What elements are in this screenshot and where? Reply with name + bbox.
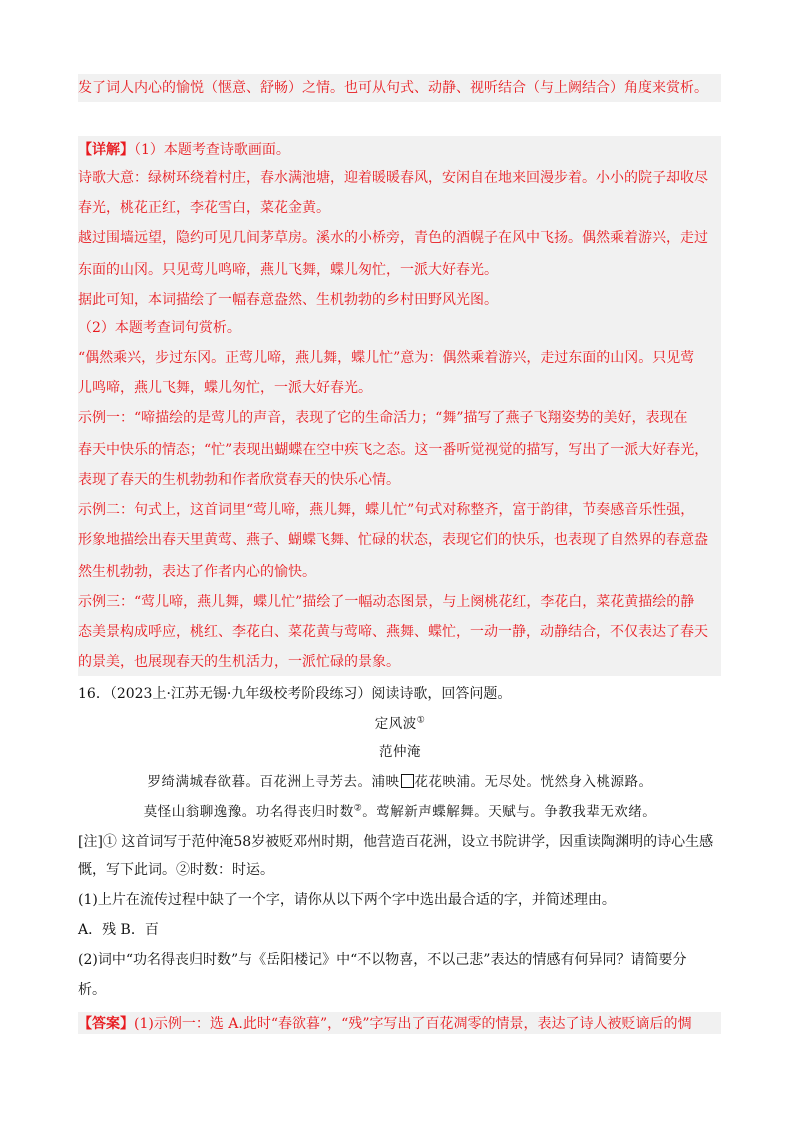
- commentary-line: 表现了春天的生机勃勃和作者欣赏春天的快乐心情。: [78, 472, 400, 488]
- answer-tag: 【答案】: [78, 1016, 134, 1032]
- commentary-line: 态美景构成呼应，桃红、李花白、菜花黄与莺啼、燕舞、蝶忙，一动一静，动静结合，不仅表达了春天: [78, 624, 708, 640]
- answer-text: (1)示例一：选 A.此时“春欲暮”，“残”字写出了百花凋零的情景，表达了诗人被贬谪后的惆: [134, 1016, 692, 1032]
- poem-title-text: 定风波: [374, 716, 417, 732]
- commentary-line: 春天中快乐的情态；“忙”表现出蝴蝶在空中疾飞之态。这一番听觉视觉的描写，写出了一派大好春光，: [78, 442, 709, 458]
- poem-line-2: [0, 802, 800, 822]
- commentary-line: 据此可知，本词描绘了一幅春意盎然、生机勃勃的乡村田野风光图。: [78, 292, 498, 308]
- commentary-line: “偶然乘兴，步过东冈。正莺儿啼，燕儿舞，蝶儿忙”意为：偶然乘着游兴，走过东面的山冈。只见莺: [78, 350, 695, 366]
- poem-title-note: ①: [416, 715, 426, 726]
- commentary-line: 示例一：“啼描绘的是莺儿的声音，表现了它的生命活力；“舞”描写了燕子飞翔姿势的美好，表现在: [78, 410, 688, 426]
- note-line: 慨，写下此词。②时数：时运。: [78, 862, 274, 878]
- sub-question-2-cont: 析。: [78, 982, 106, 998]
- missing-character-box: [401, 774, 414, 788]
- note-line: [注]① 这首词写于范仲淹58岁被贬邓州时期，他营造百花洲，设立书院讲学，因重读陶渊明的诗心生感: [78, 834, 714, 850]
- intro-line: 发了词人内心的愉悦（惬意、舒畅）之情。也可从句式、动静、视听结合（与上阙结合）角度来赏析。: [78, 80, 708, 96]
- question-header: 16．（2023上·江苏无锡·九年级校考阶段练习）阅读诗歌，回答问题。: [78, 686, 512, 702]
- detail-heading: [78, 140, 290, 160]
- poem-author: 范仲淹: [379, 744, 421, 760]
- poem-title: [0, 714, 800, 734]
- commentary-line: 的景美，也展现春天的生机活力，一派忙碌的景象。: [78, 654, 400, 670]
- commentary-line: 东面的山冈。只见莺儿鸣啼，燕儿飞舞，蝶儿匆忙，一派大好春光。: [78, 262, 498, 278]
- commentary-line: （2）本题考查词句赏析。: [78, 320, 241, 336]
- commentary-line: 越过围墙远望，隐约可见几间茅草房。溪水的小桥旁，青色的酒幌子在风中飞扬。偶然乘着游兴，走过: [78, 230, 708, 246]
- commentary-line: 春光，桃花正红，李花雪白，菜花金黄。: [78, 200, 330, 216]
- poem-line-1: [0, 772, 800, 792]
- detail-tag: 【详解】: [78, 142, 134, 158]
- commentary-line: 然生机勃勃，表达了作者内心的愉快。: [78, 564, 316, 580]
- poem-line-2-note: ②: [353, 803, 363, 814]
- commentary-line: 示例二：句式上，这首词里“莺儿啼，燕儿舞，蝶儿忙”句式对称整齐，富于韵律，节奏感音乐性强，: [78, 502, 695, 518]
- answer-options: A．残 B．百: [78, 922, 159, 938]
- detail-q1: （1）本题考查诗歌画面。: [134, 142, 290, 158]
- poem-line-1-b: 花花映浦。无尽处。恍然身入桃源路。: [414, 774, 653, 790]
- commentary-line: 示例三：“莺儿啼，燕儿舞，蝶儿忙”描绘了一幅动态图景，与上阕桃花红，李花白，菜花黄描绘的静: [78, 594, 695, 610]
- commentary-line: 诗歌大意：绿树环绕着村庄，春水满池塘，迎着暖暖春风，安闲自在地来回漫步着。小小的院子却收尽: [78, 170, 708, 186]
- poem-line-1-a: 罗绮满城春欲暮。百花洲上寻芳去。浦映: [147, 774, 400, 790]
- sub-question-2: (2)词中“功名得丧归时数”与《岳阳楼记》中“不以物喜，不以己悲”表达的情感有何异同？请简要分: [78, 952, 687, 968]
- poem-line-2-b: 。莺解新声蝶解舞。天赋与。争教我辈无欢绪。: [362, 804, 657, 820]
- answer-line: [78, 1014, 691, 1034]
- commentary-line: 形象地描绘出春天里黄莺、燕子、蝴蝶飞舞、忙碌的状态，表现它们的快乐，也表现了自然界的春意盎: [78, 532, 708, 548]
- poem-line-2-a: 莫怪山翁聊逸豫。功名得丧归时数: [143, 804, 354, 820]
- sub-question-1: (1)上片在流传过程中缺了一个字，请你从以下两个字中选出最合适的字，并简述理由。: [78, 892, 616, 908]
- commentary-line: 儿鸣啼，燕儿飞舞，蝶儿匆忙，一派大好春光。: [78, 380, 372, 396]
